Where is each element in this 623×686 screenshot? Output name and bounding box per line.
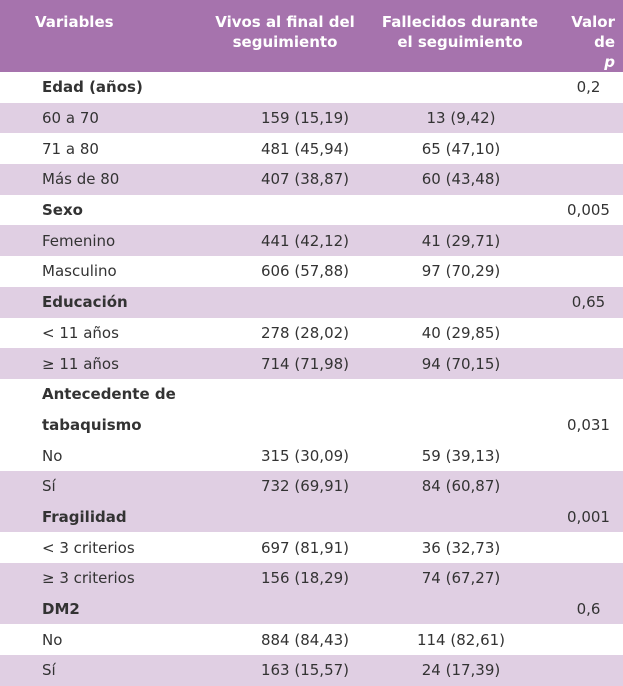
- table-header: [0, 0, 623, 72]
- table-group-row: [0, 410, 623, 441]
- cell-fallecidos: 36 (32,73): [421, 538, 501, 557]
- cell-fallecidos: 59 (39,13): [421, 446, 501, 465]
- cell-fallecidos: 74 (67,27): [421, 569, 501, 588]
- table-body: [0, 72, 623, 686]
- table-row: [0, 256, 623, 287]
- cell-fallecidos: 114 (82,61): [416, 630, 506, 649]
- cell-vivos: 697 (81,91): [260, 538, 350, 557]
- header-p-line2: [571, 32, 615, 72]
- table-group-row: [0, 379, 623, 410]
- cell-variable: No: [42, 630, 63, 649]
- cell-variable: Sexo: [42, 201, 83, 220]
- cell-variable: Masculino: [42, 262, 117, 281]
- table-row: [0, 103, 623, 134]
- table-row: [0, 624, 623, 655]
- cell-vivos: 407 (38,87): [260, 170, 350, 189]
- cell-variable: Sí: [42, 477, 56, 496]
- table-group-row: [0, 594, 623, 625]
- table-row: [0, 440, 623, 471]
- cell-fallecidos: 24 (17,39): [421, 661, 501, 680]
- table-group-row: [0, 72, 623, 103]
- cell-fallecidos: 84 (60,87): [421, 477, 501, 496]
- table-row: [0, 164, 623, 195]
- header-variables: [0, 0, 198, 72]
- cell-variable: Antecedente de: [42, 385, 176, 404]
- cell-fallecidos: 97 (70,29): [421, 262, 501, 281]
- cell-variable: Sí: [42, 661, 56, 680]
- cell-variable: < 3 criterios: [42, 538, 135, 557]
- header-vivos: [198, 0, 372, 72]
- cell-fallecidos: 41 (29,71): [421, 231, 501, 250]
- cell-p-value: 0,005: [567, 201, 610, 220]
- cell-p-value: 0,001: [567, 507, 610, 526]
- cell-variable: tabaquismo: [42, 415, 142, 434]
- cell-fallecidos: 13 (9,42): [426, 109, 496, 128]
- header-vivos-line2: seguimiento: [232, 33, 338, 51]
- header-p-prefix: de: [594, 33, 615, 51]
- header-p-value: [548, 0, 623, 72]
- header-fallecidos-line2: el seguimiento: [397, 33, 523, 51]
- cell-variable: < 11 años: [42, 323, 119, 342]
- cell-fallecidos: 94 (70,15): [421, 354, 501, 373]
- cell-variable: Femenino: [42, 231, 116, 250]
- table-row: [0, 532, 623, 563]
- cell-vivos: 163 (15,57): [260, 661, 350, 680]
- cell-vivos: 315 (30,09): [260, 446, 350, 465]
- table-row: [0, 133, 623, 164]
- table-group-row: [0, 502, 623, 533]
- cell-vivos: 714 (71,98): [260, 354, 350, 373]
- cell-vivos: 732 (69,91): [260, 477, 350, 496]
- cell-fallecidos: 60 (43,48): [421, 170, 501, 189]
- header-vivos-line1: Vivos al final del: [215, 13, 355, 31]
- cell-p-value: 0,65: [571, 293, 606, 312]
- header-variables-label: Variables: [35, 13, 114, 31]
- header-fallecidos-line1: Fallecidos durante: [381, 13, 539, 31]
- cell-vivos: 606 (57,88): [260, 262, 350, 281]
- header-fallecidos: [372, 0, 548, 72]
- cell-variable: 60 a 70: [42, 109, 99, 128]
- cell-variable: ≥ 3 criterios: [42, 569, 135, 588]
- table-group-row: [0, 287, 623, 318]
- cell-p-value: 0,2: [576, 78, 601, 97]
- cell-vivos: 441 (42,12): [260, 231, 350, 250]
- table-row: [0, 348, 623, 379]
- cell-variable: Más de 80: [42, 170, 120, 189]
- cell-vivos: 156 (18,29): [260, 569, 350, 588]
- cell-p-value: 0,6: [576, 600, 601, 619]
- header-p-line1: Valor: [571, 13, 615, 31]
- table-row: [0, 318, 623, 349]
- cell-variable: Edad (años): [42, 78, 143, 97]
- cell-fallecidos: 65 (47,10): [421, 139, 501, 158]
- cell-variable: Educación: [42, 293, 128, 312]
- cell-vivos: 884 (84,43): [260, 630, 350, 649]
- cell-variable: DM2: [42, 600, 80, 619]
- header-p-italic: p: [604, 53, 615, 71]
- table-group-row: [0, 195, 623, 226]
- cell-variable: ≥ 11 años: [42, 354, 119, 373]
- cell-p-value: 0,031: [567, 415, 610, 434]
- cell-variable: Fragilidad: [42, 507, 127, 526]
- cell-fallecidos: 40 (29,85): [421, 323, 501, 342]
- table-row: [0, 471, 623, 502]
- cell-vivos: 481 (45,94): [260, 139, 350, 158]
- cell-variable: No: [42, 446, 63, 465]
- cell-variable: 71 a 80: [42, 139, 99, 158]
- table-row: [0, 655, 623, 686]
- table-row: [0, 563, 623, 594]
- cell-vivos: 278 (28,02): [260, 323, 350, 342]
- table-row: [0, 225, 623, 256]
- cell-vivos: 159 (15,19): [260, 109, 350, 128]
